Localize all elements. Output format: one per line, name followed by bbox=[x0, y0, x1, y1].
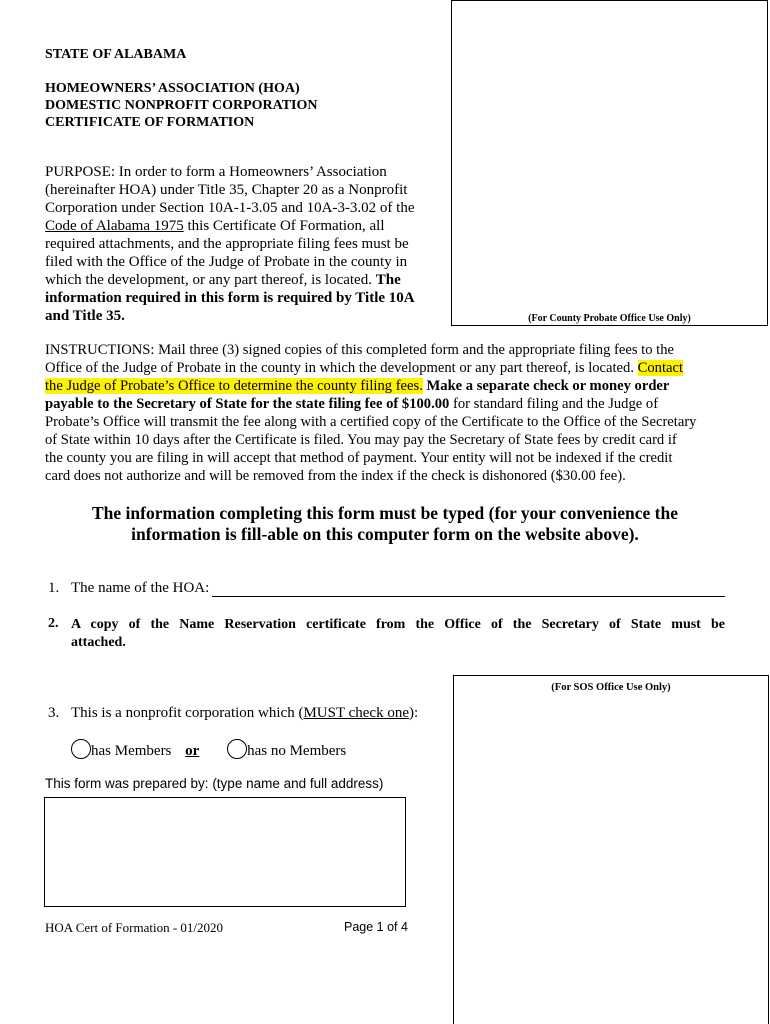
purpose-line: which the development, or any part thereof, is located. The bbox=[45, 272, 401, 288]
purpose-line: PURPOSE: In order to form a Homeowners’ Association bbox=[45, 164, 387, 180]
name-reservation-line: attached. bbox=[71, 635, 126, 650]
sos-office-use-box bbox=[453, 675, 769, 1024]
purpose-line: and Title 35. bbox=[45, 308, 125, 324]
or-label: or bbox=[185, 743, 200, 759]
form-title-line: HOMEOWNERS’ ASSOCIATION (HOA) bbox=[45, 81, 300, 96]
item-2-number: 2. bbox=[48, 616, 59, 631]
purpose-line: Corporation under Section 10A-1-3.05 and 10A-3-3.02 of the bbox=[45, 200, 415, 216]
county-probate-use-caption: (For County Probate Office Use Only) bbox=[528, 313, 691, 324]
prepared-by-label: This form was prepared by: (type name and full address) bbox=[45, 776, 384, 791]
instructions-line: INSTRUCTIONS: Mail three (3) signed copies of this completed form and the appropriate filing fees to the bbox=[45, 342, 674, 358]
name-reservation-requirement bbox=[71, 616, 725, 652]
membership-options bbox=[71, 739, 346, 760]
prepared-by-field[interactable] bbox=[44, 797, 406, 907]
prepared-by-value bbox=[45, 798, 405, 806]
item-3-number: 3. bbox=[48, 705, 60, 721]
purpose-line: filed with the Office of the Judge of Probate in the county in bbox=[45, 254, 408, 270]
state-heading: STATE OF ALABAMA bbox=[45, 47, 187, 62]
nonprofit-type-question: This is a nonprofit corporation which (MUST check one): bbox=[71, 705, 419, 721]
purpose-line: (hereinafter HOA) under Title 35, Chapter 20 as a Nonprofit bbox=[45, 182, 408, 198]
purpose-line: information required in this form is required by Title 10A bbox=[45, 290, 415, 306]
has-members-radio[interactable] bbox=[71, 739, 91, 759]
item-1-number: 1. bbox=[48, 580, 60, 596]
instructions-line: the county you are filing in will accept that method of payment. Your entity will not be indexed if the credit bbox=[45, 450, 673, 466]
sos-office-use-caption: (For SOS Office Use Only) bbox=[551, 682, 671, 693]
highlighted-text: the Judge of Probate’s Office to determine the county filing fees. bbox=[45, 378, 423, 394]
has-no-members-radio[interactable] bbox=[227, 739, 247, 759]
county-probate-use-box bbox=[451, 0, 768, 326]
typed-notice-line: information is fill-able on this computer form on the website above). bbox=[131, 524, 639, 544]
typed-notice bbox=[0, 503, 770, 545]
highlighted-text: Contact bbox=[637, 360, 684, 376]
has-members-label: has Members bbox=[91, 743, 172, 759]
instructions-paragraph bbox=[45, 341, 696, 485]
instructions-line: the Judge of Probate’s Office to determine the county filing fees. Make a separate check or money order bbox=[45, 378, 670, 394]
instructions-line: of State within 10 days after the Certificate is filed. You may pay the Secretary of State fees by credit card if bbox=[45, 432, 677, 448]
form-title bbox=[45, 80, 318, 131]
has-no-members-label: has no Members bbox=[247, 743, 347, 759]
instructions-line: payable to the Secretary of State for the state filing fee of $100.00 for standard filing and the Judge of bbox=[45, 396, 659, 412]
form-title-line: CERTIFICATE OF FORMATION bbox=[45, 115, 255, 130]
typed-notice-line: The information completing this form must be typed (for your convenience the bbox=[91, 503, 679, 523]
instructions-line: Office of the Judge of Probate in the county in which the development or any part thereof, is located. Contact bbox=[45, 360, 684, 376]
name-reservation-line: A copy of the Name Reservation certificate from the Office of the Secretary of State must be bbox=[71, 617, 725, 632]
purpose-line: required attachments, and the appropriate filing fees must be bbox=[45, 236, 409, 252]
purpose-paragraph bbox=[45, 163, 415, 325]
footer-page-number: Page 1 of 4 bbox=[344, 920, 408, 934]
instructions-line: card does not authorize and will be removed from the index if the check is dishonored ($30.00 fee). bbox=[45, 468, 626, 484]
code-of-alabama-link[interactable]: Code of Alabama 1975 bbox=[45, 218, 184, 234]
instructions-line: Probate’s Office will transmit the fee along with a certified copy of the Certificate to the Office of the Secretary bbox=[45, 414, 697, 430]
hoa-name-label: The name of the HOA: bbox=[71, 580, 210, 596]
footer-form-id: HOA Cert of Formation - 01/2020 bbox=[45, 920, 224, 935]
form-title-line: DOMESTIC NONPROFIT CORPORATION bbox=[45, 98, 318, 113]
purpose-line: Code of Alabama 1975 this Certificate Of Formation, all bbox=[45, 218, 385, 234]
hoa-name-field[interactable] bbox=[212, 578, 725, 597]
